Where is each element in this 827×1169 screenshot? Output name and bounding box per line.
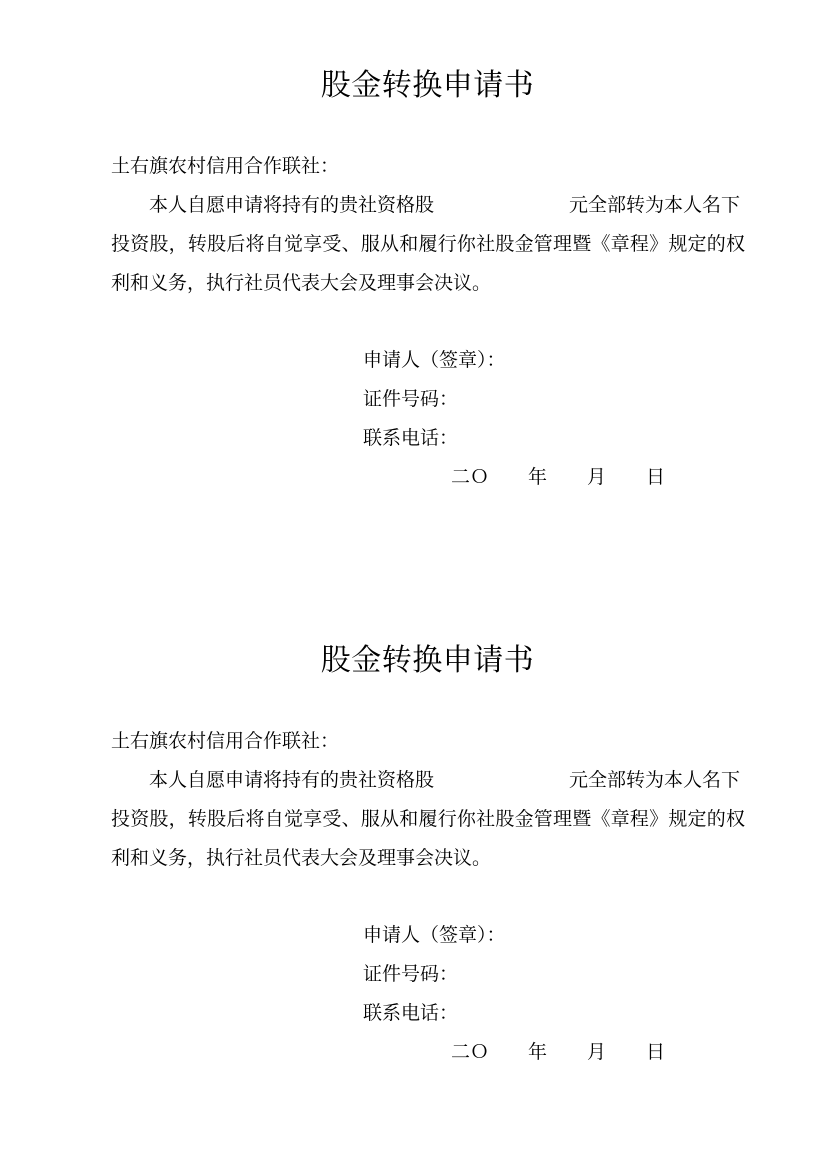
body-line-1-start: 本人自愿申请将持有的贵社资格股 xyxy=(149,769,435,791)
id-number-label: 证件号码： xyxy=(363,388,459,410)
date-year-label: 年 xyxy=(528,1041,548,1063)
date-month-label: 月 xyxy=(587,1041,607,1063)
body-line-1-end: 元全部转为本人名下 xyxy=(569,769,741,791)
recipient-line: 土右旗农村信用合作联社： xyxy=(111,730,340,752)
date-year-label: 年 xyxy=(528,466,548,488)
form-title: 股金转换申请书 xyxy=(320,68,535,103)
body-line-2: 投资股，转股后将自觉享受、服从和履行你社股金管理暨《章程》规定的权 xyxy=(111,808,745,830)
applicant-signature-label: 申请人（签章）： xyxy=(363,349,506,371)
body-line-3: 利和义务，执行社员代表大会及理事会决议。 xyxy=(111,847,492,869)
applicant-signature-label: 申请人（签章）： xyxy=(363,924,506,946)
date-month-label: 月 xyxy=(587,466,607,488)
body-line-3: 利和义务，执行社员代表大会及理事会决议。 xyxy=(111,272,492,294)
date-era: 二Ｏ xyxy=(451,466,490,488)
date-era: 二Ｏ xyxy=(451,1041,490,1063)
application-form-1 xyxy=(0,0,827,560)
phone-label: 联系电话： xyxy=(363,1002,459,1024)
phone-label: 联系电话： xyxy=(363,427,459,449)
application-form-2 xyxy=(0,575,827,1135)
date-day-label: 日 xyxy=(646,466,666,488)
body-line-1-start: 本人自愿申请将持有的贵社资格股 xyxy=(149,194,435,216)
id-number-label: 证件号码： xyxy=(363,963,459,985)
form-title: 股金转换申请书 xyxy=(320,643,535,678)
body-line-2: 投资股，转股后将自觉享受、服从和履行你社股金管理暨《章程》规定的权 xyxy=(111,233,745,255)
date-day-label: 日 xyxy=(646,1041,666,1063)
body-line-1-end: 元全部转为本人名下 xyxy=(569,194,741,216)
recipient-line: 土右旗农村信用合作联社： xyxy=(111,155,340,177)
